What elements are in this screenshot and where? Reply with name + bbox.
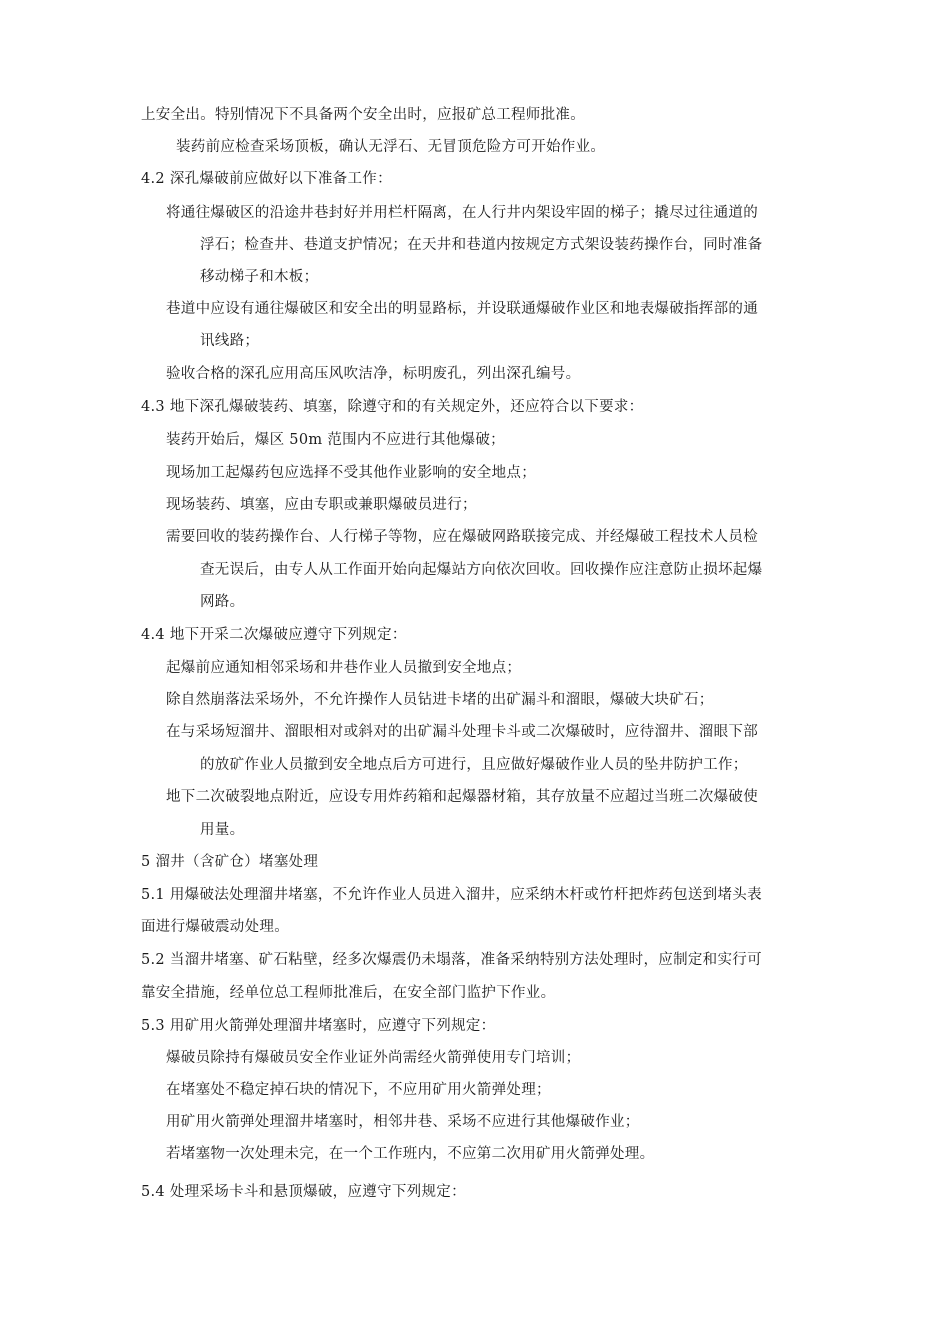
list-item: 用矿用火箭弹处理溜井堵塞时，相邻井巷、采场不应进行其他爆破作业；	[166, 1114, 640, 1130]
list-item-continuation: 查无误后，由专人从工作面开始向起爆站方向依次回收。回收操作应注意防止损坏起爆	[200, 562, 763, 578]
list-item: 装药开始后，爆区 50m 范围内不应进行其他爆破；	[166, 432, 505, 448]
paragraph-line: 5.2 当溜井堵塞、矿石粘壁，经多次爆震仍未塌落，准备采纳特别方法处理时，应制定和实行可	[141, 952, 762, 968]
list-item-continuation: 的放矿作业人员撤到安全地点后方可进行，且应做好爆破作业人员的坠井防护工作；	[200, 757, 748, 773]
section-heading: 5.3 用矿用火箭弹处理溜井堵塞时，应遵守下列规定：	[141, 1018, 496, 1034]
section-heading: 4.3 地下深孔爆破装药、填塞，除遵守和的有关规定外，还应符合以下要求：	[141, 399, 644, 415]
section-heading: 4.2 深孔爆破前应做好以下准备工作：	[141, 171, 392, 187]
list-item-continuation: 网路。	[200, 594, 245, 610]
list-item-continuation: 用量。	[200, 822, 245, 838]
paragraph-line: 5.1 用爆破法处理溜井堵塞，不允许作业人员进入溜井，应采纳木杆或竹杆把炸药包送到堵头表	[141, 887, 762, 903]
list-item: 将通往爆破区的沿途井巷封好并用栏杆隔离，在人行井内架设牢固的梯子；撬尽过往通道的	[166, 205, 758, 221]
list-item: 若堵塞物一次处理未完，在一个工作班内，不应第二次用矿用火箭弹处理。	[166, 1146, 655, 1162]
list-item: 现场装药、填塞，应由专职或兼职爆破员进行；	[166, 497, 477, 513]
list-item: 在堵塞处不稳定掉石块的情况下，不应用矿用火箭弹处理；	[166, 1082, 551, 1098]
list-item: 验收合格的深孔应用高压风吹洁净，标明废孔，列出深孔编号。	[166, 366, 581, 382]
list-item-continuation: 浮石；检查井、巷道支护情况；在天井和巷道内按规定方式架设装药操作台，同时准备	[200, 237, 763, 253]
paragraph-line: 面进行爆破震动处理。	[141, 919, 289, 935]
section-heading: 5 溜井（含矿仓）堵塞处理	[141, 854, 319, 870]
paragraph-line: 靠安全措施，经单位总工程师批准后，在安全部门监护下作业。	[141, 985, 556, 1001]
list-item-continuation: 讯线路；	[200, 333, 260, 349]
list-item: 现场加工起爆药包应选择不受其他作业影响的安全地点；	[166, 465, 536, 481]
list-item: 除自然崩落法采场外，不允许操作人员钻进卡堵的出矿漏斗和溜眼，爆破大块矿石；	[166, 692, 714, 708]
section-heading: 4.4 地下开采二次爆破应遵守下列规定：	[141, 627, 407, 643]
list-item: 在与采场短溜井、溜眼相对或斜对的出矿漏斗处理卡斗或二次爆破时，应待溜井、溜眼下部	[166, 724, 758, 740]
list-item: 巷道中应设有通往爆破区和安全出的明显路标，并设联通爆破作业区和地表爆破指挥部的通	[166, 301, 758, 317]
section-heading: 5.4 处理采场卡斗和悬顶爆破，应遵守下列规定：	[141, 1184, 466, 1200]
list-item: 起爆前应通知相邻采场和井巷作业人员撤到安全地点；	[166, 660, 522, 676]
list-item: 爆破员除持有爆破员安全作业证外尚需经火箭弹使用专门培训；	[166, 1050, 581, 1066]
list-item: 需要回收的装药操作台、人行梯子等物，应在爆破网路联接完成、并经爆破工程技术人员检	[166, 529, 758, 545]
list-item-continuation: 移动梯子和木板；	[200, 269, 319, 285]
text-line: 上安全出。特别情况下不具备两个安全出时，应报矿总工程师批准。	[141, 107, 585, 123]
list-item: 地下二次破裂地点附近，应设专用炸药箱和起爆器材箱，其存放量不应超过当班二次爆破使	[166, 789, 758, 805]
text-line: 装药前应检查采场顶板，确认无浮石、无冒顶危险方可开始作业。	[176, 139, 606, 155]
